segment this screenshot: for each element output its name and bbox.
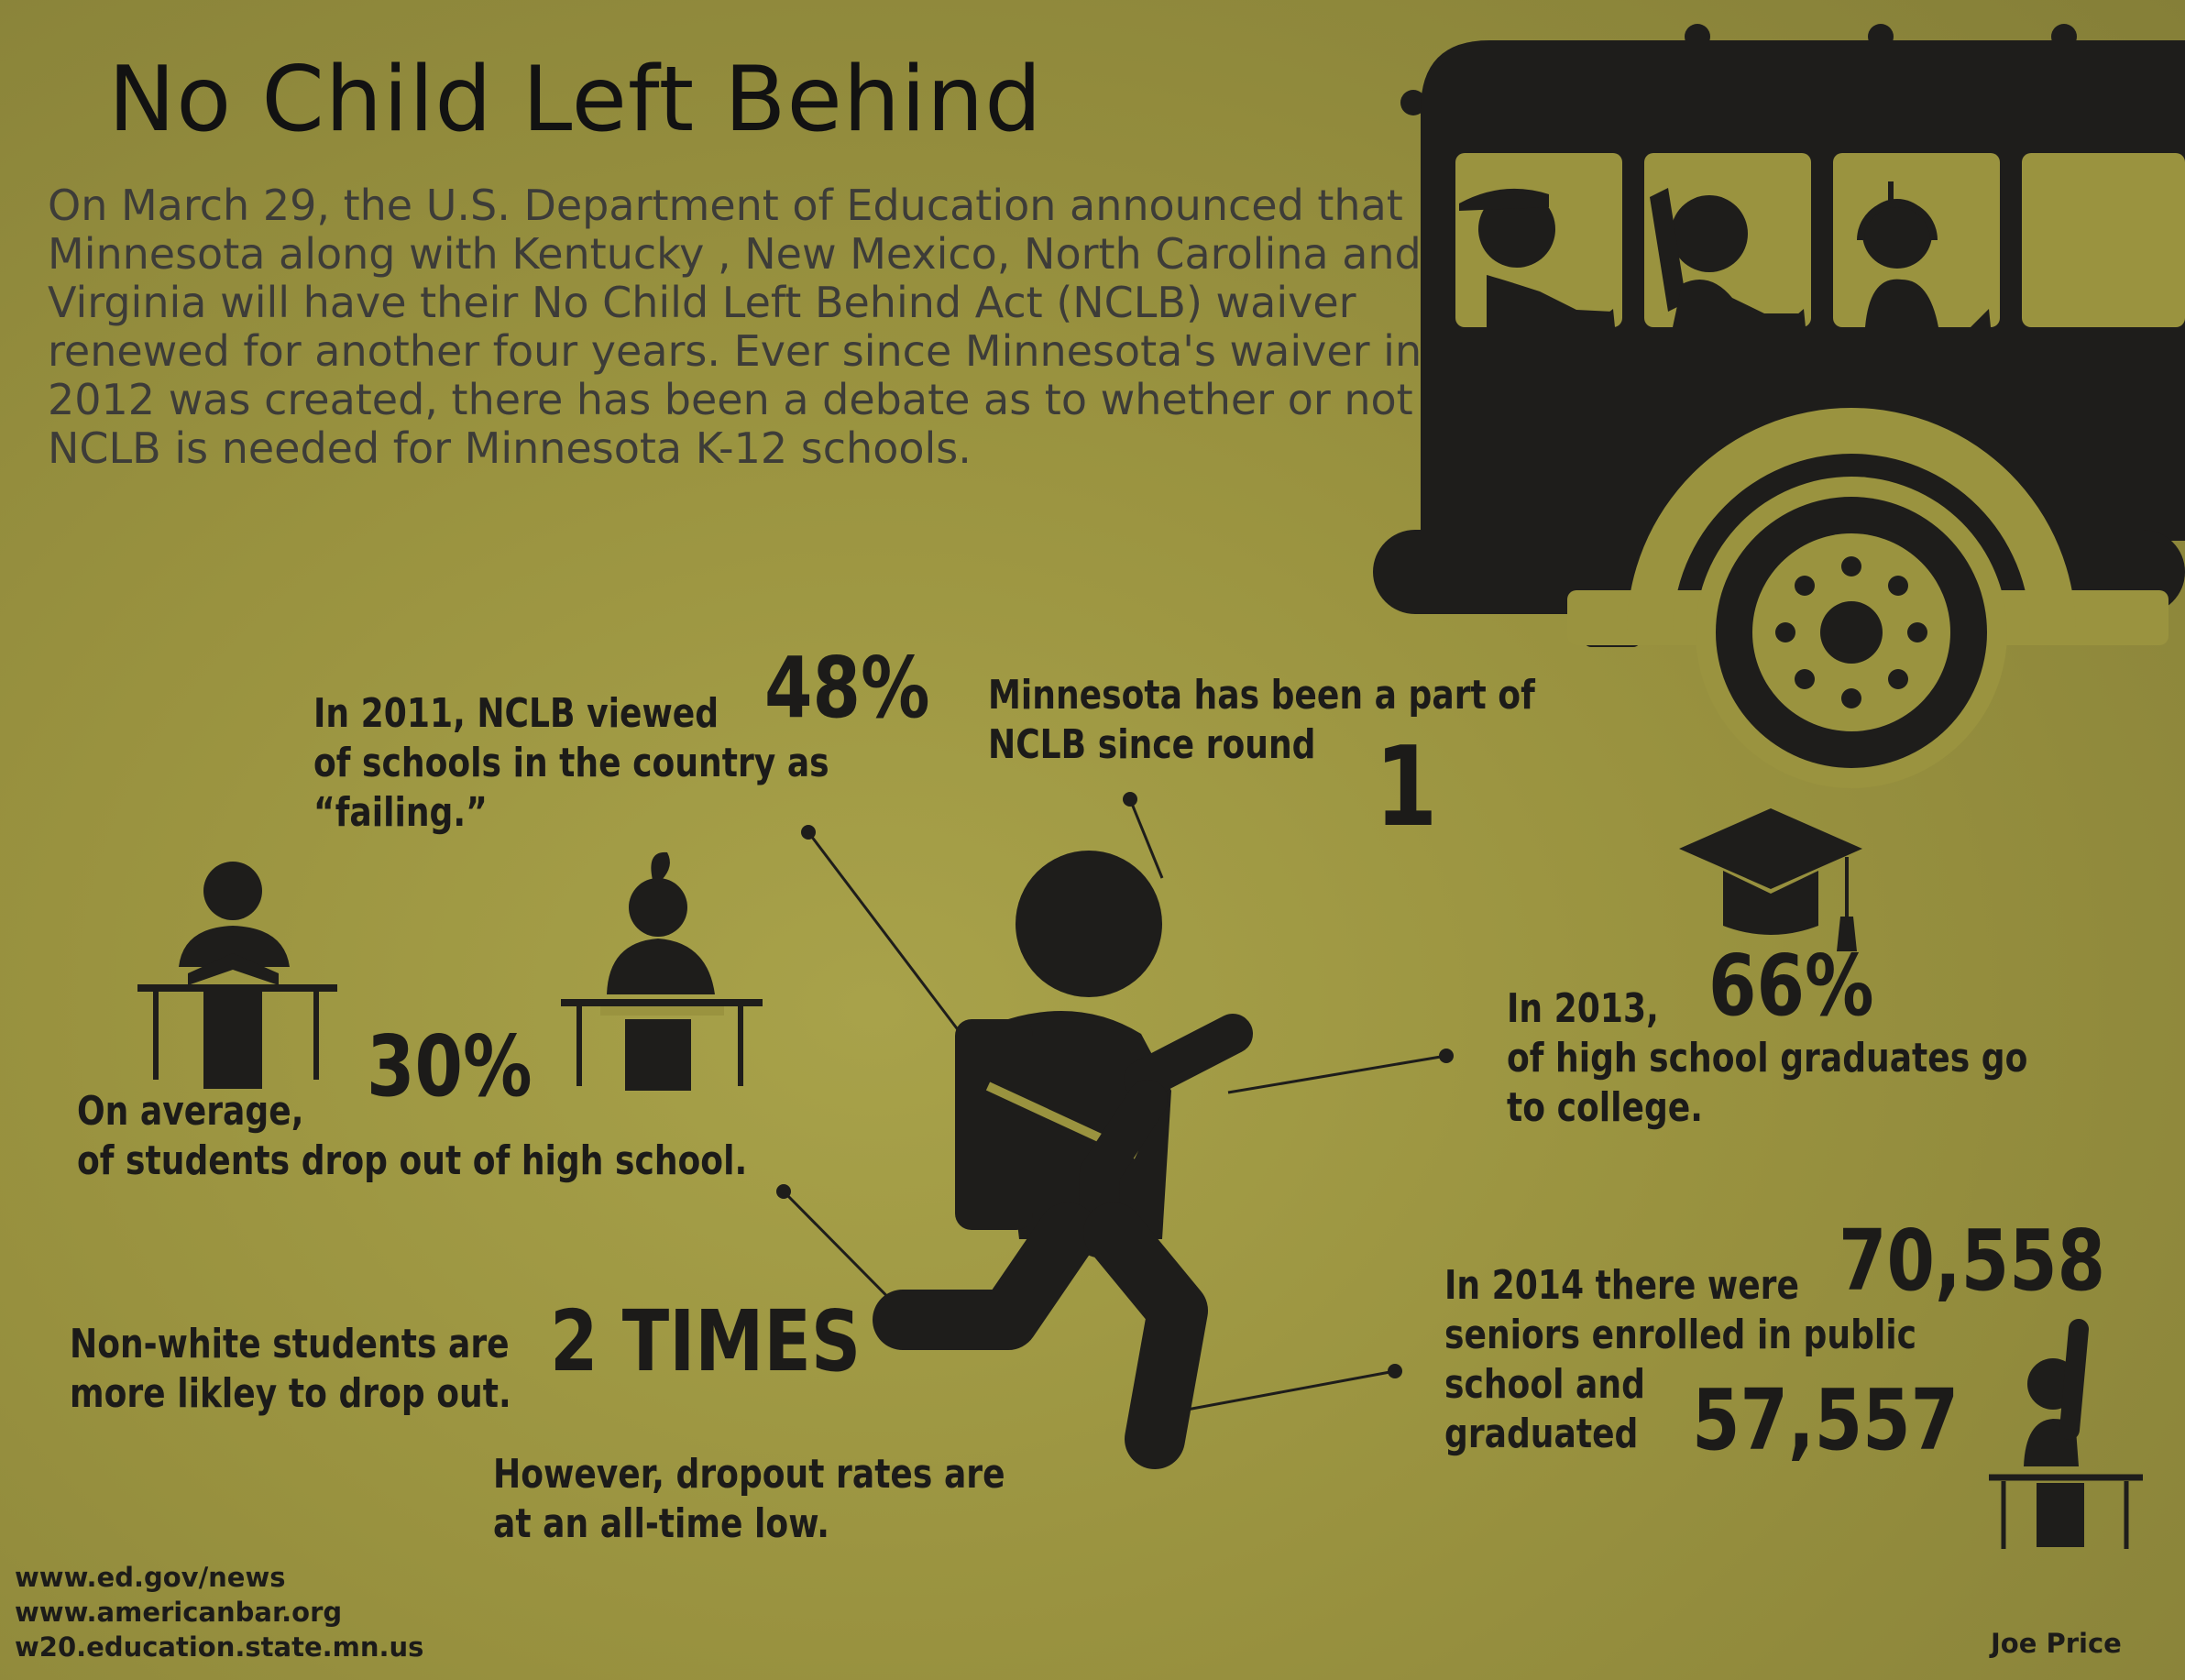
running-student-icon	[903, 851, 1233, 1439]
stat-dropout-line2: of students drop out of high school.	[77, 1137, 748, 1184]
page-title: No Child Left Behind	[108, 48, 1043, 152]
stat-college-line3: to college.	[1507, 1084, 1703, 1131]
girl-student-icon	[561, 852, 763, 1091]
stat-nonwhite-line2: more likley to drop out.	[70, 1370, 511, 1417]
author-credit: Joe Price	[1991, 1628, 2122, 1659]
stat-nonwhite-value: 2 TIMES	[550, 1292, 862, 1390]
stat-dropout-value: 30%	[367, 1017, 533, 1115]
stat-low-line1: However, dropout rates are	[493, 1451, 1005, 1498]
stat-round-line1: Minnesota has been a part of	[988, 672, 1535, 719]
stat-college-line2: of high school graduates go	[1507, 1035, 2028, 1082]
stat-failing-value: 48%	[764, 639, 930, 737]
reading-student-icon	[137, 862, 337, 1089]
sources-list	[15, 1560, 423, 1664]
stat-college-value: 66%	[1708, 937, 1874, 1035]
source-link[interactable]: www.americanbar.org	[15, 1597, 343, 1628]
intro-paragraph: On March 29, the U.S. Department of Education announced that Minnesota along with Kentucky , New Mexico, North Carolina and Virginia will have their No Child Left Behind Act (NCLB) waiver renewed for another four years. Ever since Minnesota's waiver in 2012 was created, there has been a debate as to whether or not NCLB is needed for Minnesota K-12 schools.	[48, 181, 1422, 473]
graduation-cap-icon	[1679, 808, 1862, 951]
stat-dropout-line1: On average,	[77, 1088, 304, 1135]
source-link[interactable]: w20.education.state.mn.us	[15, 1631, 424, 1663]
stat-seniors-value2: 57,557	[1692, 1371, 1960, 1469]
stat-nonwhite-line1: Non-white students are	[70, 1321, 510, 1367]
stat-seniors-line3: school and	[1444, 1361, 1645, 1408]
stat-seniors-line4: graduated	[1444, 1411, 1639, 1457]
stat-round-line2: NCLB since round	[988, 721, 1316, 768]
stat-failing-line1: In 2011, NCLB viewed	[313, 690, 719, 737]
stat-seniors-line1: In 2014 there were	[1444, 1262, 1799, 1309]
stat-failing-line3: “failing.”	[313, 789, 488, 836]
stat-seniors-line2: seniors enrolled in public	[1444, 1312, 1917, 1358]
stat-failing-line2: of schools in the country as	[313, 740, 829, 786]
stat-college-line1: In 2013,	[1507, 985, 1659, 1032]
source-link[interactable]: www.ed.gov/news	[15, 1562, 286, 1593]
stat-low-line2: at an all-time low.	[493, 1500, 829, 1547]
raised-hand-student-icon	[1989, 1329, 2143, 1549]
stat-round-value: 1	[1375, 724, 1438, 851]
stat-seniors-value1: 70,558	[1839, 1212, 2106, 1310]
